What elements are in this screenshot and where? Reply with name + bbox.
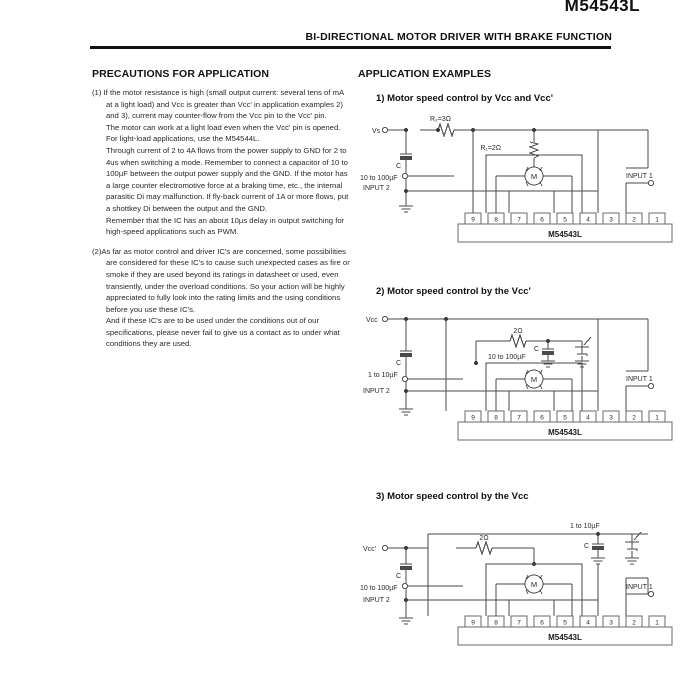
example-2-title: 2) Motor speed control by the Vcc' [376,286,531,297]
example-3-pin-6: 6 [540,619,544,627]
example-2-cap1-label: C [396,360,402,367]
example-3-pin-3: 3 [609,619,613,627]
example-1-pin-4: 4 [586,216,590,224]
example-1-pin-7: 7 [517,216,521,224]
example-3-pin-5: 5 [563,619,567,627]
example-3-circuit [358,506,678,646]
example-1-pin-9: 9 [471,216,475,224]
precaution-item-1 [92,87,350,238]
example-3-cap2-value: 1 to 10µF [570,523,600,530]
example-3-pin-4: 4 [586,619,590,627]
precautions-column [92,68,350,358]
example-1-circuit [358,108,678,243]
example-1-r2-label: R₂=3Ω [430,116,451,123]
example-2-pin-6: 6 [540,414,544,422]
example-3-cap1-value: 10 to 100µF [360,585,398,592]
example-3-input1-label: INPUT 1 [626,584,653,591]
example-2-pin-4: 4 [586,414,590,422]
example-3-pin-1: 1 [655,619,659,627]
example-2-pin-8: 8 [494,414,498,422]
example-2-pin-2: 2 [632,414,636,422]
example-3-pin-2: 2 [632,619,636,627]
example-3-motor-label: M [530,580,538,589]
example-2-supply-label: Vcc [366,317,378,324]
part-number: M54543L [564,0,640,15]
example-3-cap2-label: C [584,543,590,550]
example-2-cap2-label: C [534,346,540,353]
precaution-2-p2: And if these IC's are to be used under the conditions out of our specifications, please never fail to give us a contact as to under what conditions they are used. [106,316,340,349]
example-1-cap-label: C [396,163,402,170]
example-2-pin-3: 3 [609,414,613,422]
precaution-2-p1: As far as motor control and driver IC's are concerned, some possibilities are considered for these IC's to cause such unexpected cases as fire or smoke if they are used beyond its ratings in datasheet or used, even transiently, under the overload conditions. So your action will be highly appreciated to fully look into the rating limits and the using conditions before you use these IC's. [101,246,350,314]
example-2-circuit [358,301,678,441]
example-1-input2-label: INPUT 2 [363,185,390,192]
applications-heading: APPLICATION EXAMPLES [358,68,492,80]
precaution-1-marker: (1) [92,88,102,97]
example-2-motor-label: M [530,375,538,384]
example-3-pin-9: 9 [471,619,475,627]
header-divider [90,46,611,49]
example-2-r-label: 2Ω [513,328,523,335]
example-2-cap2-value: 10 to 100µF [488,354,526,361]
precaution-1-p1: If the motor resistance is high (small output current: several tens of mA at a light load) and Vcc is greater than Vcc' in application examples 2) and 3), current may counter-flow from the Vcc pin to the Vcc' pin. [103,88,344,121]
precautions-heading: PRECAUTIONS FOR APPLICATION [92,68,270,80]
application-example-3 [358,491,678,646]
example-3-pin-7: 7 [517,619,521,627]
precaution-item-2 [92,246,350,350]
example-1-pin-3: 3 [609,216,613,224]
example-3-cap1-label: C [396,573,402,580]
example-3-input2-label: INPUT 2 [363,597,390,604]
example-2-pin-7: 7 [517,414,521,422]
example-1-pin-1: 1 [655,216,659,224]
example-2-ic-name: M54543L [548,428,582,437]
example-3-pin-8: 8 [494,619,498,627]
example-1-ic-name: M54543L [548,230,582,239]
example-3-r-label: 2Ω [479,535,489,542]
application-example-1 [358,93,678,243]
example-3-ic-name: M54543L [548,633,582,642]
example-1-motor-label: M [530,172,538,181]
precaution-1-p2: The motor can work at a light load even when the Vcc' pin is opened. For light-load applications, use the M54544L. [106,122,341,144]
example-1-cap-value: 10 to 100µF [360,175,398,182]
example-2-input1-label: INPUT 1 [626,376,653,383]
example-1-input1-label: INPUT 1 [626,173,653,180]
example-2-pin-9: 9 [471,414,475,422]
example-3-supply-label: Vcc' [363,546,377,553]
example-1-pin-8: 8 [494,216,498,224]
example-2-pin-5: 5 [563,414,567,422]
example-2-input2-label: INPUT 2 [363,388,390,395]
precaution-2-marker: (2) [92,246,102,256]
example-1-supply-label: Vs [372,128,381,135]
example-1-title: 1) Motor speed control by Vcc and Vcc' [376,93,553,104]
precaution-1-p4: Remember that the IC has an about 10µs delay in output switching for high-speed applications such as PWM. [106,215,345,237]
example-2-cap1-value: 1 to 10µF [368,372,398,379]
applications-column [358,68,678,654]
application-example-2 [358,286,678,441]
example-1-r1-label: R₁=2Ω [480,145,501,152]
example-3-title: 3) Motor speed control by the Vcc [376,491,529,502]
example-1-pin-2: 2 [632,216,636,224]
example-1-pin-6: 6 [540,216,544,224]
example-2-pin-1: 1 [655,414,659,422]
example-1-pin-5: 5 [563,216,567,224]
precaution-1-p3: Through current of 2 to 4A flows from the power supply to GND for 2 to 4us when switching a mode. Remember to connect a capacitor of 10 to 100µF between the output power supply and the GND. If the motor has a large counter electromotive force at a braking time, etc., the internal parasitic Di may malfunction. If fly-back current of 1A or more flows, put a shottkey Di between the output and the GND. [106,145,349,213]
page-header-title: BI-DIRECTIONAL MOTOR DRIVER WITH BRAKE FUNCTION [305,31,612,43]
